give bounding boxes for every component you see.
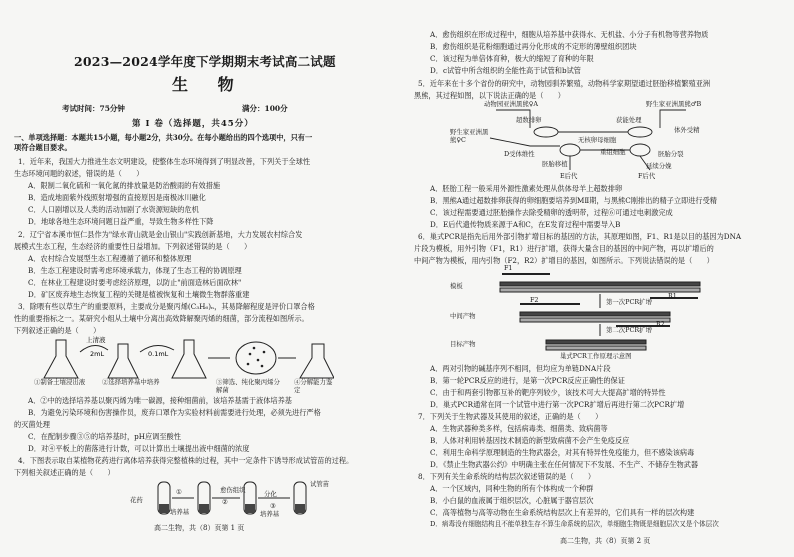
fig4-medium-2: 培养基	[260, 510, 280, 518]
fig5-ivf: 体外受精	[674, 126, 700, 134]
q-option: D．地球各地生态环境问题日益严重，导致生物多样性下降	[28, 217, 214, 226]
q-option: C．该过程为单倍体育种，极大的缩短了育种的年限	[430, 54, 594, 63]
q-option: A．两对引物的碱基序列不相同，但均应为单链DNA片段	[430, 364, 611, 373]
q-option: B．黑熊A通过超数排卵获得的卵细胞要培养到MⅡ期，与黑熊C刚排出的精子立即进行受精	[430, 196, 717, 205]
exam-title: 2023—2024学年度下学期期末考试高二试题	[74, 54, 336, 69]
q-line: 6．巢式PCR是指先后用外部引物扩增目标的基因的方法，其原理如图，F1、R1是以目的基因为DNA	[418, 232, 742, 241]
page-1	[4, 0, 394, 557]
pcr-f2: F2	[530, 296, 539, 304]
q-option: B．愈伤组织是花粉细胞通过再分化形成的不定形的薄壁组织团块	[430, 42, 637, 51]
q-line: 1．近年来，我国大力推进生态文明建设，使整体生态环境得到了明显改善，下列关于全球性	[18, 157, 311, 166]
q-option: C．由于和两套引物都互补的靶序列较少，该技术可大大提高扩增的特异性	[430, 388, 666, 397]
pcr-r2: R2	[656, 320, 665, 328]
label-2ml: 2mL	[90, 350, 105, 358]
q-option: A．限制二氧化硫和一氧化氮的排放量是防治酸雨的有效措施	[28, 181, 221, 190]
q-line: 项符合题目要求。	[14, 143, 72, 152]
page-2	[410, 0, 794, 557]
fig5-top-right: 野生家亚洲黑熊♂B	[646, 100, 702, 108]
q-option: B．人体对利用转基因技术制造的新型致病菌不会产生免疫反应	[430, 436, 630, 445]
fig5-enucleated-oocyte: 无核卵母细胞	[578, 136, 617, 144]
q-option: C．利用生命科学原理制造的生物武器会，对其有特异性免疫能力，但不感染该病毒	[430, 448, 695, 457]
fig5-transfer: 胚胎移植	[542, 160, 568, 168]
q-line: 性的重要指标之一。某研究小组从土壤中分离出高效降解聚丙烯的细菌，部分流程如图所示。	[14, 314, 309, 323]
q-line: 黑熊，其过程如图，以下说法正确的是（ ）	[414, 91, 565, 100]
fig4-anther: 花药	[130, 496, 143, 504]
fig5-top-left: 动物园亚洲黑熊♀A	[484, 100, 539, 108]
pcr-r1: R1	[668, 292, 677, 300]
fig5-recipient: D受体维性	[504, 150, 535, 158]
fig4-step2: ②	[222, 498, 228, 506]
fig5-delivery: 延续分娩	[646, 162, 672, 170]
fig5-offspring-e: E后代	[560, 172, 578, 180]
q-option: A．愈伤组织在形成过程中，细胞从培养基中获得水、无机盐、小分子有机物等营养物质	[430, 30, 709, 39]
q-line: 下列相关叙述正确的是（ ）	[14, 468, 115, 477]
pcr-target: 目标产物	[450, 340, 476, 348]
pcr-template: 模板	[450, 282, 463, 290]
pcr-round1: 第一次PCR扩增	[606, 298, 652, 306]
fig4-step3: ③	[270, 502, 276, 510]
q-option: 的灭菌处理	[14, 420, 50, 429]
fig5-capacitation: 获能处理	[616, 116, 642, 124]
fig4-step1: ①	[176, 488, 182, 496]
q-option: D．病毒没有细胞结构且不能单独生存不算生命系统的层次，单细胞生物既是细胞层次又是个体层次	[430, 520, 719, 528]
nested-pcr-diagram	[490, 264, 710, 360]
q-option: C．该过程需要通过胚胎操作去除受精卵的透明带，过程⑥可通过电刺激完成	[430, 208, 673, 217]
q-option: C．在配制步骤③⑤的培养基时，pH应调至酸性	[28, 432, 181, 441]
section-heading: 第 Ⅰ 卷（选择题，共45分）	[132, 119, 254, 129]
q-option: A．生物武器种类多样，包括病毒类、细菌类、致病菌等	[430, 424, 608, 433]
q-line: 5．近年来在十多个省份的研究中，动物园驯养繁殖，动物科学家期望通过胚胎移植繁殖亚洲	[418, 79, 711, 88]
q-option: A．胚胎工程一般采用外源性激素处理从供体母羊上超数排卵	[430, 184, 623, 193]
q-option: B．生态工程建设时需考虑环境承载力，体现了生态工程的协调原理	[28, 266, 242, 275]
q-line: 8．下列有关生命系统的结构层次叙述错误的是（ ）	[418, 472, 596, 481]
page-footer: 高二生物，共（8）页第 2 页	[560, 537, 651, 545]
label-01ml: 0.1mL	[148, 350, 169, 358]
pcr-caption: 巢式PCR工作原理示意图	[560, 352, 632, 360]
q-line: 2．辽宁省本溪市恒仁县作为"绿水青山就是金山银山"实践创新基地，大力发展农村综合发	[18, 230, 303, 239]
fig5-bottom-left: 野生家亚洲黑熊♀C	[450, 128, 489, 144]
q-option: D．矿区废弃地生态恢复工程的关键是植被恢复和土壤微生物群落重建	[28, 290, 250, 299]
fig5-recombinant-cell: 重组细胞	[600, 148, 626, 156]
q-line: 展模式生态工程，生态经济的重要性日益增加。下列叙述错误的是（ ）	[14, 242, 252, 251]
fig3-step4: ④分解能力鉴定	[294, 378, 333, 394]
fig5-embryo-split: 胚胎分裂	[658, 150, 684, 158]
pcr-round2: 第二次PCR扩增	[606, 326, 652, 334]
fig3-step2: ②选择培养基中培养	[102, 378, 160, 386]
label-supernatant: 上清液	[86, 336, 106, 344]
fig5-superovulation: 超数排卵	[516, 116, 542, 124]
q-option: C．在林业工程建设时要考虑经济原理，以防止"前面造林后面砍林"	[28, 278, 242, 287]
fig4-seedling: 试管苗	[310, 480, 330, 488]
q-option: A．②中的选择培养基以聚丙烯为唯一碳源，接种细菌前，该培养基需于液体培养基	[28, 396, 292, 405]
fig4-differentiation: 分化	[264, 490, 277, 498]
q-option: B．第一轮PCR反应的进行，是第一次PCR反应正确性的保证	[430, 376, 625, 385]
fig4-callus: 愈伤组织	[220, 486, 246, 494]
q-option: B．为避免污染环境和伤害操作员，废弃口罩作为实验材料前需要进行处理，必须先进行严格	[28, 408, 321, 417]
q-option: D．E后代遗传物质来源于A和C，在E发育过程中需要导入B	[430, 220, 621, 229]
q-option: C．高等植物与高等动物在生命系统结构层次上有差异的，它们具有一样的层次构建	[430, 508, 695, 517]
pcr-f1: F1	[504, 264, 513, 272]
q-option: B．小白鼠的血液属于组织层次，心脏属于器官层次	[430, 496, 594, 505]
q-option: A．农村综合发展型生态工程遵循了循环和整体原理	[28, 254, 192, 263]
q-line: 中间产物为模板，用内引物（F2，R2）扩增目的基因，如图所示。下列说法错误的是（ ）	[414, 256, 714, 265]
q-line: 下列叙述正确的是（ ）	[14, 326, 101, 335]
subject-title: 生 物	[172, 75, 246, 94]
q-option: D．《禁止生物武器公约》中明确主张在任何情况下不发展、不生产、不储存生物武器	[430, 460, 699, 469]
exam-time: 考试时间：75分钟	[62, 104, 125, 113]
q-line: 片段为模板，用外引物（F1，R1）进行扩增，获得大量含目的基因的中间产物，再以扩增后的	[414, 244, 714, 253]
q-option: D．巢式PCR通常在同一个试管中进行第一次PCR扩增后再进行第二次PCR扩增	[430, 400, 685, 409]
q-line: 生态环境问题的叙述，错误的是（ ）	[14, 169, 144, 178]
q-option: B．造成地面紫外线照射增强的直接原因是南极冰川融化	[28, 193, 206, 202]
q-line: 7．下列关于生物武器及其使用的叙述，正确的是（ ）	[418, 412, 603, 421]
full-score: 满分：100分	[242, 104, 288, 113]
fig3-step3: ③筛选、纯化聚丙烯分解菌	[216, 378, 280, 394]
q-line: 一、单项选择题：本题共15小题，每小题2分，共30分。在每小题给出的四个选项中，只有一	[14, 133, 313, 142]
q-line: 3．除喂有些以草生产的重要原料，主要成分是聚丙烯(C₃H₆)ₙ，其易降解程度是评价口罩合格	[18, 302, 315, 311]
q-option: A．一个区域内，同种生物的所有个体构成一个种群	[430, 484, 594, 493]
q-option: C．人口剧增以及人类的活动加剧了水资源短缺的危机	[28, 205, 199, 214]
q-option: D．c试管中所含组织的全能性高于试管和b试管	[430, 66, 581, 75]
page-footer: 高二生物，共（8）页第 1 页	[154, 524, 245, 532]
pcr-intermediate: 中间产物	[450, 312, 476, 320]
q-line: 4．下图表示取自某植物花药进行离体培养获得完整植株的过程，其中一定条件下诱导形成试管苗的过程。	[18, 456, 354, 465]
q-option: D．对④平板上的菌落进行计数，可以计算出土壤提出液中细菌的浓度	[28, 444, 250, 453]
fig5-offspring-f: F后代	[638, 172, 656, 180]
fig3-step1: ①制备土壤浸出液	[34, 378, 86, 386]
fig4-medium: 培养基	[170, 508, 190, 516]
